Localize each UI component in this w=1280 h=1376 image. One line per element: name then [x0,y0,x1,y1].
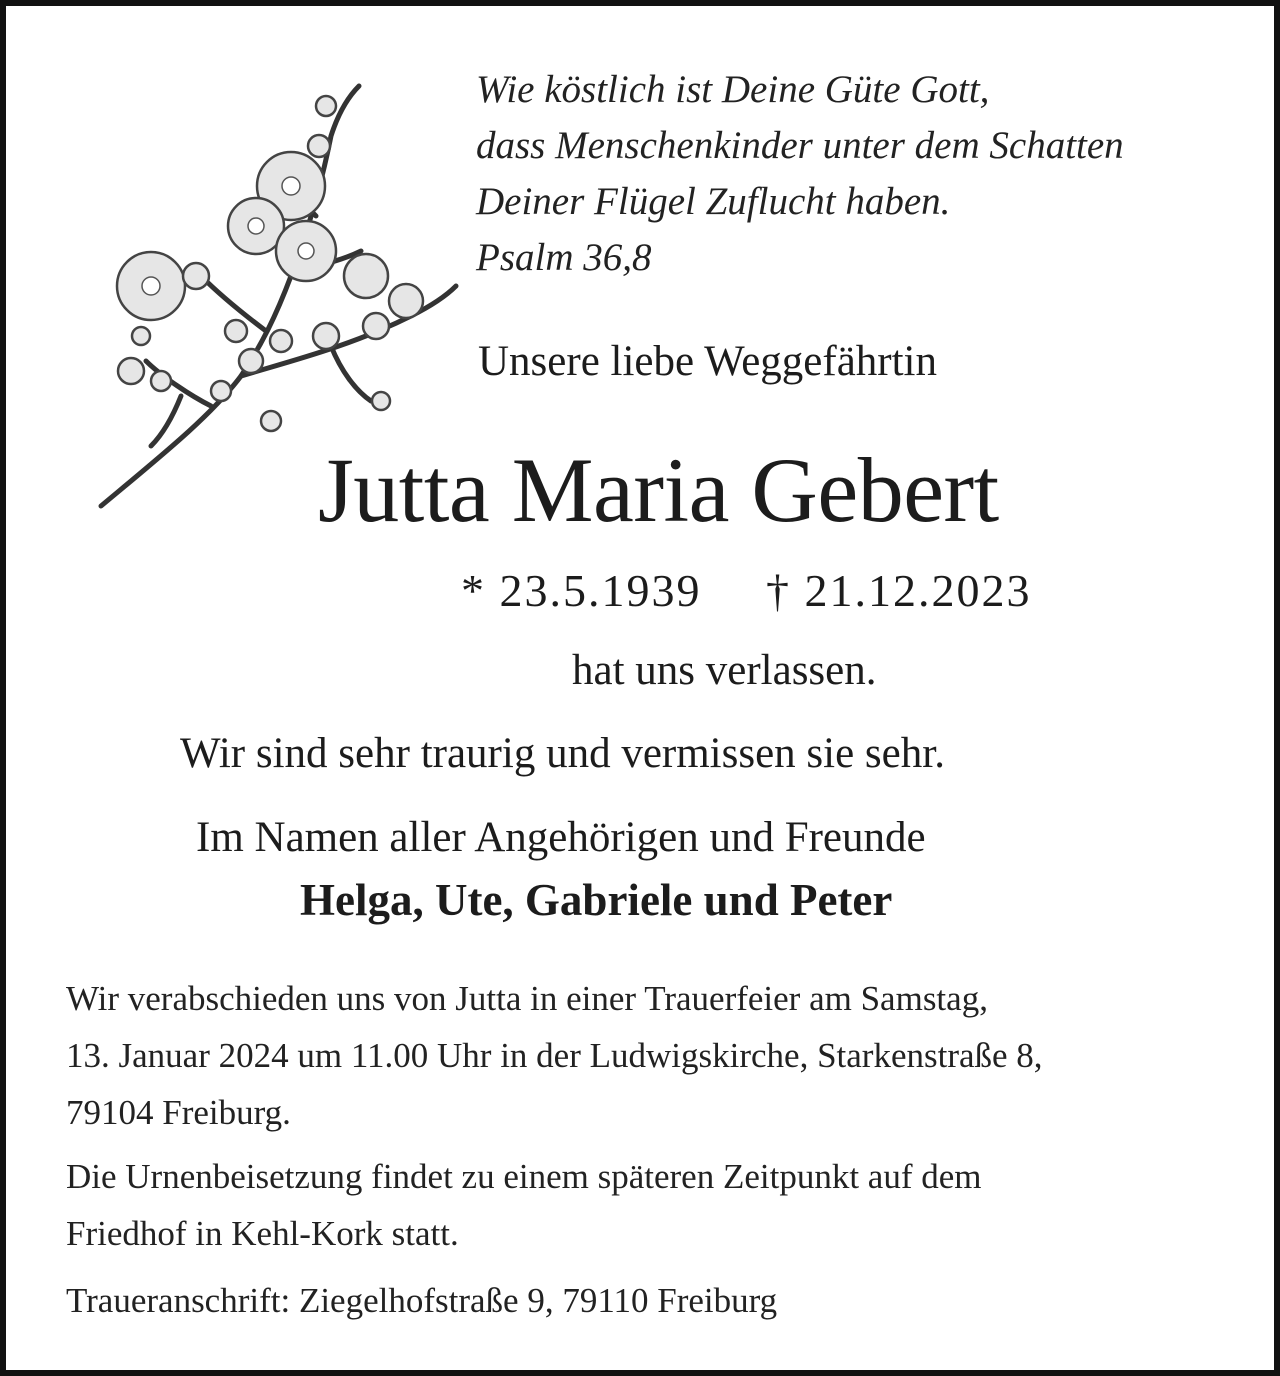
departed-text: hat uns verlassen. [572,647,877,694]
verse-line: dass Menschenkinder unter dem Schatten [476,124,1124,167]
deceased-name: Jutta Maria Gebert [318,439,999,541]
birth-date: * 23.5.1939 [461,565,702,616]
signature-intro: Im Namen aller Angehörigen und Freunde [196,814,926,861]
verse-line: Wie köstlich ist Deine Güte Gott, [476,68,990,111]
signature-names: Helga, Ute, Gabriele und Peter [300,875,893,925]
funeral-line: 79104 Freiburg. [66,1093,291,1132]
verse-citation: Psalm 36,8 [476,236,652,279]
funeral-line: 13. Januar 2024 um 11.00 Uhr in der Ludwigskirche, Starkenstraße 8, [66,1036,1043,1075]
urn-line: Friedhof in Kehl-Kork statt. [66,1214,459,1253]
verse-line: Deiner Flügel Zuflucht haben. [476,180,951,223]
mourning-address: Traueranschrift: Ziegelhofstraße 9, 79110 Freiburg [66,1281,778,1320]
intro-text: Unsere liebe Weggefährtin [478,338,937,385]
urn-line: Die Urnenbeisetzung findet zu einem späteren Zeitpunkt auf dem [66,1157,982,1196]
funeral-line: Wir verabschieden uns von Jutta in einer Trauerfeier am Samstag, [66,979,988,1018]
death-date: † 21.12.2023 [766,565,1032,616]
sentiment-text: Wir sind sehr traurig und vermissen sie sehr. [180,730,945,777]
